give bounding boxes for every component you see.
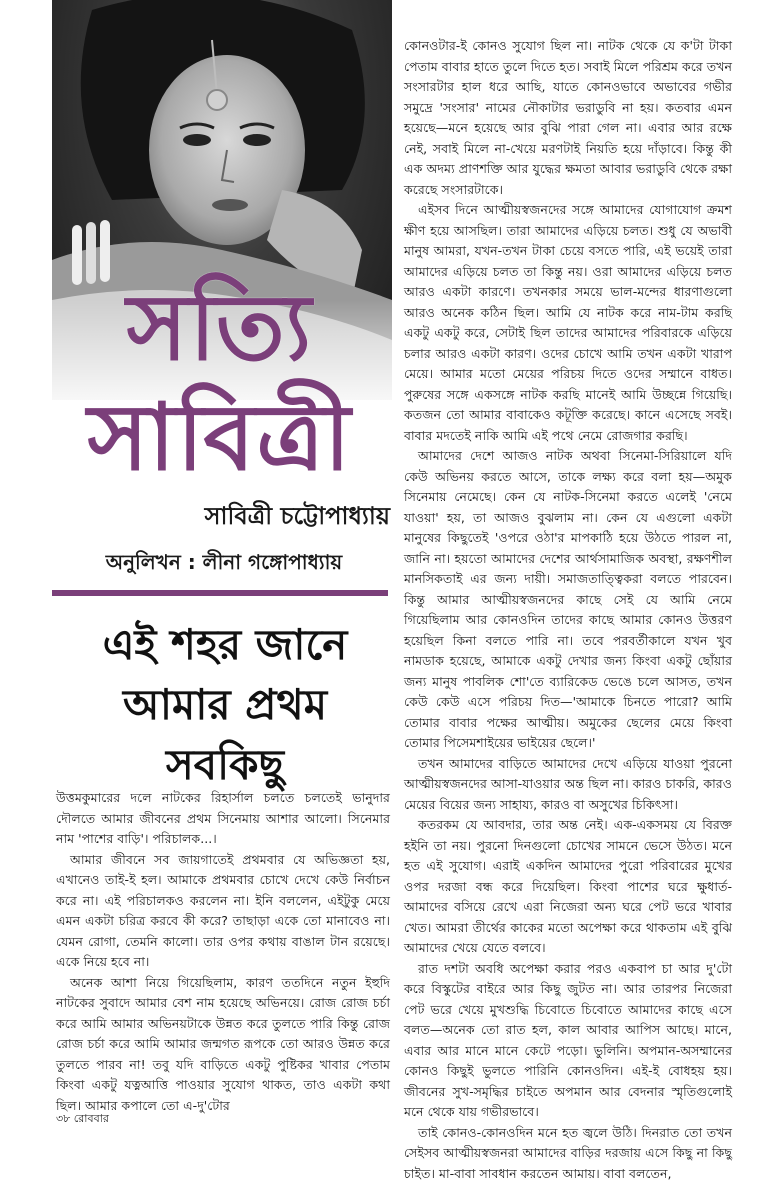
- right-column: [404, 36, 732, 1104]
- divider-rule: [52, 590, 388, 596]
- paragraph: রাত দশটা অবধি অপেক্ষা করার পরও একবাপ চা আর দু'টো করে বিস্কুটের বাইরে আর কিছু জুটত না। আর তারপর নিজেরা পেট ভরে খেয়ে মুখশুদ্ধি চিবোতে চিবোতে আমাদের কাছে এসে বলত—অনেক তো রাত হল, কাল আবার আপিস আছে। মানে, এবার আর মানে মানে কেটে পড়ো। ভুলিনি। অপমান-অসম্মানের কোনও কিছুই ভুলতে পারিনি কোনওদিন। এই-ই বোধহয় হয়। জীবনের সুখ-সমৃদ্ধির চাইতে অপমান আর বেদনার স্মৃতিগুলোই মনে থেকে যায় গভীরভাবে।: [404, 959, 732, 1123]
- paragraph: অনেক আশা নিয়ে গিয়েছিলাম, কারণ ততদিনে নতুন ইহুদি নাটকের সুবাদে আমার বেশ নাম হয়েছে অভিনয়ে। রোজ রোজ চর্চা করে আমি আমার অভিনয়টাকে উন্নত করে তুলতে পারি কিন্তু রোজ রোজ চর্চা করে আমি আমার জন্মগত রূপকে তো আরও উন্নত করে তুলতে পারব না! তবু যদি বাড়িতে একটু পুষ্টিকর খাবার পেতাম কিংবা একটু যত্নআত্তি পাওয়ার সুযোগ থাকত, তাও একটা কথা ছিল। আমার কপালে তো এ-দু'টোর: [56, 973, 390, 1117]
- paragraph: আমাদের দেশে আজও নাটক অথবা সিনেমা-সিরিয়ালে যদি কেউ অভিনয় করতে আসে, তাকে লক্ষ্য করে বলা হয়—অমুক সিনেমায় নেমেছে। কেন যে নাটক-সিনেমা করতে এলেই 'নেমে যাওয়া' হয়, তা আজও বুঝলাম না। কেন যে এগুলো একটা মানুষের কিছুতেই 'ওপরে ওঠা'র মাপকাঠি হয়ে উঠতে পারল না, জানি না। হয়তো আমাদের দেশের আর্থসামাজিক অবস্থা, রক্ষণশীল মানসিকতাই এর জন্য দায়ী। সমাজতাত্ত্বিকরা বলতে পারবেন। কিন্তু আমার আত্মীয়স্বজনদের কাছে সেই যে আমি নেমে গিয়েছিলাম আর কোনওদিন তাদের কাছে আমার কোনও উত্তরণ হয়েছিল কিনা বলতে পারি না। তবে পরবর্তীকালে যখন খুব নামডাক হয়েছে, আমাকে একটু দেখার জন্য কিংবা একটু ছোঁয়ার জন্য মানুষ পাবলিক শো'তে ব্যারিকেড ভেঙে চলে আসত, তখন কেউ কেউ এসে পরিচয় দিত—'আমাকে চিনতে পারো? আমি তোমার বাবার পক্ষের আত্মীয়। অমুকের ছেলের মেয়ে কিংবা তোমার পিসেমশাইয়ের ভাইয়ের ছেলে।': [404, 446, 732, 754]
- paragraph: তাই কোনও-কোনওদিন মনে হত জ্বলে উঠি। দিনরাত তো তখন সেইসব আত্মীয়স্বজনরা আমাদের বাড়ির দরজায় এসে কিছু না কিছু চাইত। মা-বাবা সাবধান করতেন আমায়। বাবা বলতেন,: [404, 1123, 732, 1184]
- paragraph: এইসব দিনে আত্মীয়স্বজনদের সঙ্গে আমাদের যোগাযোগ ক্রমশ ক্ষীণ হয়ে আসছিল। তারা আমাদের এড়িয়ে চলত। শুধু যে অভাবী মানুষ আমরা, যখন-তখন টাকা চেয়ে বসতে পারি, এই ভয়েই তারা আমাদের এড়িয়ে চলত তা কিন্তু নয়। ওরা আমাদের এড়িয়ে চলত আরও একটা কারণে। তখনকার সময়ে ভাল-মন্দের ধারণাগুলো আরও অনেক কঠিন ছিল। আমি যে নাটক করে নাম-টাম করছি একটু একটু করে, সেটাই ছিল তাদের আমাদের পরিবারকে এড়িয়ে চলার আরও একটা কারণ। ওদের চোখে আমি তখন একটা খারাপ মেয়ে। আমার মতো মেয়ের পরিচয় দিতে ওদের সম্মানে বাধত। পুরুষের সঙ্গে একসঙ্গে নাটক করছি মানেই আমি উচ্ছন্নে গিয়েছি। কতজন তো আমার বাবাকেও কটূক্তি করেছে। কানে এসেছে সবই। বাবার মদতেই নাকি আমি এই পথে নেমে রোজগার করছি।: [404, 200, 732, 446]
- paragraph: তখন আমাদের বাড়িতে আমাদের দেখে এড়িয়ে যাওয়া পুরনো আত্মীয়স্বজনদের আসা-যাওয়ার অন্ত ছিল না। কারও চাকরি, কারও মেয়ের বিয়ের জন্য সাহায্য, কারও বা অসুখের চিকিৎসা।: [404, 754, 732, 816]
- title-line-2: সাবিত্রী: [60, 392, 380, 484]
- transcriber-credit: অনুলিখন : লীনা গঙ্গোপাধ্যায়: [54, 548, 394, 581]
- left-column: [56, 788, 390, 1108]
- author-name: সাবিত্রী চট্টোপাধ্যায়: [150, 498, 390, 538]
- page-footer: ৩৮ রোববার: [56, 1110, 109, 1129]
- paragraph: উত্তমকুমারের দলে নাটকের রিহার্সাল চলতে চলতেই ভানুদার দৌলতে আমার জীবনের প্রথম সিনেমায় আশার আলো। সিনেমার নাম 'পাশের বাড়ি'। পরিচালক...।: [56, 788, 390, 850]
- paragraph: আমার জীবনে সব জায়গাতেই প্রথমবার যে অভিজ্ঞতা হয়, এখানেও তাই-ই হল। আমাকে প্রথমবার চোখে দেখে কেউ নির্বাচন করে না। এই পরিচালকও করলেন না। ইনি বললেন, এইটুকু মেয়ে এমন একটা চরিত্র করবে কী করে? তাছাড়া একে তো মানাবেও না। যেমন রোগা, তেমনি কালো। তার ওপর কথায় বাঙাল টান রয়েছে। একে নিয়ে হবে না।: [56, 850, 390, 973]
- headline: এই শহর জানে আমার প্রথম সবকিছু: [60, 615, 390, 795]
- title-line-1: সত্যি: [60, 282, 380, 374]
- paragraph: কোনওটার-ই কোনও সুযোগ ছিল না। নাটক থেকে যে ক'টা টাকা পেতাম বাবার হাতে তুলে দিতে হত। সবাই মিলে পরিশ্রম করে তখন সংসারটার হাল ধরে আছি, যাতে কোনওভাবে অভাবের গভীর সমুদ্রে 'সংসার' নামের নৌকাটার ভরাডুবি না হয়। কতবার এমন হয়েছে—মনে হয়েছে আর বুঝি পারা গেল না। এবার আর রক্ষে নেই, সবাই মিলে না-খেয়ে মরণটাই নিয়তি হয়ে দাঁড়াবে। কিন্তু কী এক অদম্য প্রাণশক্তি আর যুদ্ধের ক্ষমতা আবার ভরাডুবি থেকে রক্ষা করেছে সংসারটাকে।: [404, 36, 732, 200]
- paragraph: কতরকম যে আবদার, তার অন্ত নেই। এক-একসময় যে বিরক্ত হইনি তা নয়। পুরনো দিনগুলো চোখের সামনে ভেসে উঠত। মনে হত এই সুযোগ। এরাই একদিন আমাদের পুরো পরিবারের মুখের ওপর দরজা বন্ধ করে দিয়েছিল। কিংবা পাশের ঘরে ক্ষুধার্ত-আমাদের বসিয়ে রেখে এরা নিজেরা অন্য ঘরে পেট ভরে খাবার খেত। আমরা তীর্থের কাকের মতো অপেক্ষা করে থাকতাম এই বুঝি আমাদের খেয়ে যেতে বলবে।: [404, 815, 732, 959]
